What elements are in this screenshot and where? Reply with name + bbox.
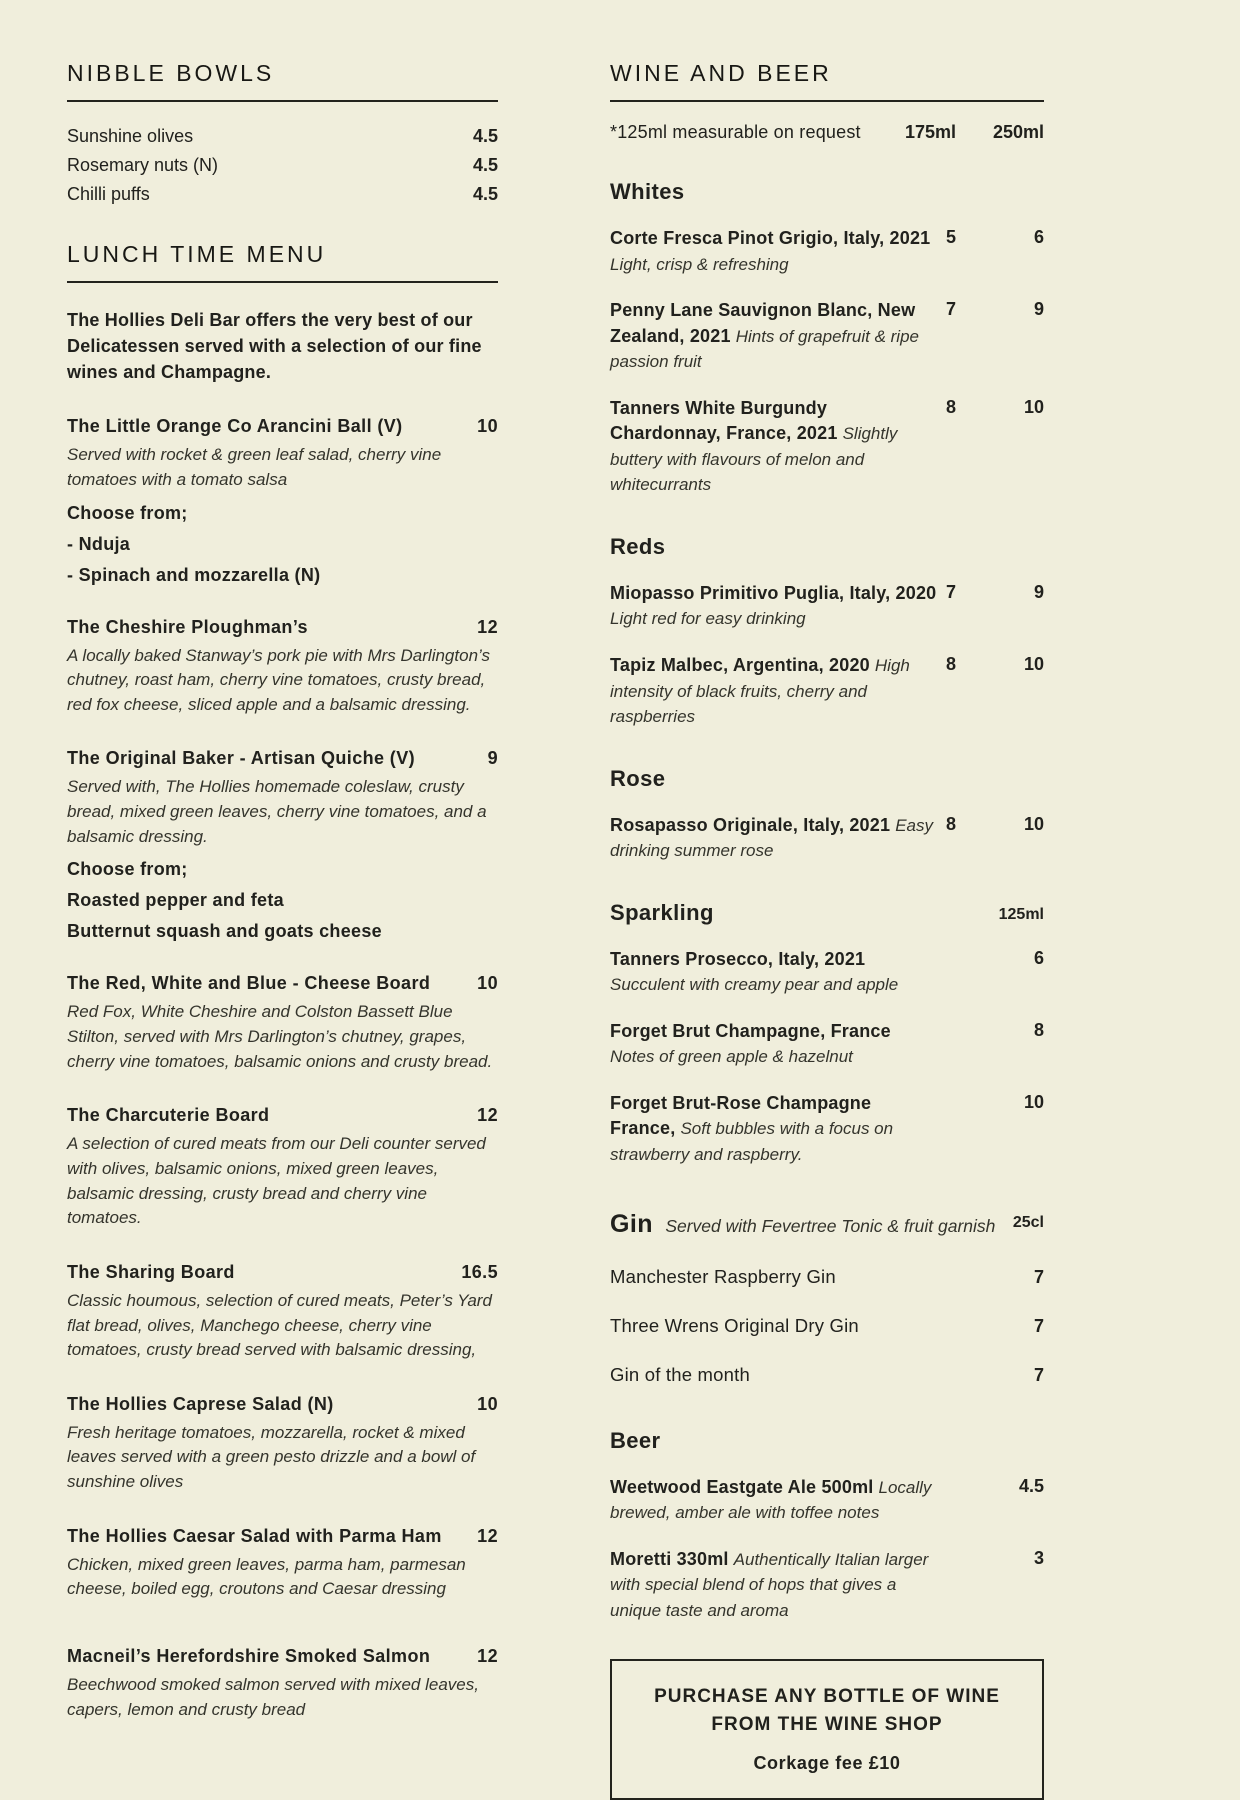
item-name: The Hollies Caesar Salad with Parma Ham (67, 1525, 442, 1546)
corkage-notice-line2: FROM THE WINE SHOP (711, 1713, 943, 1735)
beer-item (610, 1475, 1044, 1526)
item-name: The Red, White and Blue - Cheese Board (67, 973, 431, 994)
menu-item (67, 973, 498, 1074)
beer-item (610, 1547, 1044, 1624)
column-header-250ml: 250ml (992, 122, 1044, 142)
gin-header-row (610, 1210, 1044, 1239)
wine-name: Tanners Prosecco, Italy, 2021 (610, 948, 866, 969)
item-description: Locally brewed, amber ale with toffee notes (610, 1477, 932, 1523)
item-price: 10 (477, 416, 498, 437)
gin-item (610, 1266, 1044, 1288)
gin-item (610, 1315, 1044, 1337)
corkage-notice-box (610, 1659, 1044, 1800)
item-price: 7 (1033, 1266, 1044, 1287)
item-description: Beechwood smoked salmon served with mixed leaves, capers, lemon and crusty bread (67, 1675, 479, 1719)
measure-note: *125ml measurable on request (610, 122, 861, 142)
price-250ml: 10 (1023, 813, 1044, 834)
wine-item (610, 396, 1044, 498)
wine-item (610, 226, 1044, 277)
menu-item (67, 1526, 498, 1602)
item-price: 12 (477, 1105, 498, 1126)
price-175ml: 8 (945, 396, 956, 417)
item-description: Served with rocket & green leaf salad, cherry vine tomatoes with a tomato salsa (67, 445, 442, 489)
wine-tasting-note: Light red for easy drinking (610, 609, 806, 629)
item-price: 4.5 (472, 155, 498, 175)
list-item (67, 126, 498, 147)
wine-tasting-note: Slightly buttery with flavours of melon and whitecurrants (610, 424, 898, 495)
wine-name: Tapiz Malbec, Argentina, 2020 (610, 655, 870, 676)
item-price: 3 (1033, 1547, 1044, 1568)
left-column (67, 60, 498, 1722)
price-250ml: 9 (1033, 581, 1044, 602)
item-description: Authentically Italian larger with special blend of hops that gives a unique taste and aroma (610, 1549, 929, 1620)
column-header-175ml: 175ml (904, 122, 956, 142)
column-header-125ml: 125ml (998, 905, 1044, 923)
rose-heading: Rose (610, 765, 666, 791)
menu-item (67, 1394, 498, 1495)
item-name: Sunshine olives (67, 126, 194, 146)
item-description: A locally baked Stanway’s pork pie with Mrs Darlington’s chutney, roast ham, cherry vine tomatoes, crusty bread, red fox cheese, sliced apple and a balsamic dressing. (67, 645, 490, 714)
item-price: 10 (477, 1393, 498, 1414)
item-option: Choose from; (67, 859, 188, 880)
item-name: Rosemary nuts (N) (67, 155, 219, 175)
wine-tasting-note: Succulent with creamy pear and apple (610, 975, 899, 995)
corkage-fee: Corkage fee £10 (753, 1753, 901, 1774)
menu-item (67, 1646, 498, 1722)
price-250ml: 9 (1033, 299, 1044, 320)
item-name: Manchester Raspberry Gin (610, 1265, 836, 1287)
item-name: The Hollies Caprese Salad (N) (67, 1393, 334, 1414)
section-divider (67, 100, 498, 102)
sparkling-heading: Sparkling (610, 899, 714, 925)
item-name: Three Wrens Original Dry Gin (610, 1314, 859, 1336)
gin-heading: Gin (610, 1209, 653, 1238)
price-250ml: 6 (1033, 227, 1044, 247)
item-name: Macneil’s Herefordshire Smoked Salmon (67, 1646, 431, 1667)
lunch-menu-title: LUNCH TIME MENU (67, 241, 327, 267)
wine-name: Forget Brut-Rose Champagne France, (610, 1092, 872, 1139)
price-175ml: 8 (945, 813, 956, 834)
item-description: Classic houmous, selection of cured meats, Peter’s Yard flat bread, olives, Manchego cheese, cherry vine tomatoes, crusty bread served with balsamic dressing, (67, 1290, 492, 1360)
nibble-bowls-title: NIBBLE BOWLS (67, 60, 275, 86)
item-price: 12 (477, 1525, 498, 1546)
wine-tasting-note: Hints of grapefruit & ripe passion fruit (610, 326, 919, 372)
whites-heading: Whites (610, 179, 685, 204)
wine-tasting-note: Light, crisp & refreshing (610, 254, 789, 274)
item-price: 4.5 (472, 126, 498, 146)
reds-heading: Reds (610, 533, 666, 559)
item-description: A selection of cured meats from our Deli counter served with olives, balsamic onions, mixed green leaves, balsamic dressing, crusty bread and cherry vine tomatoes. (67, 1134, 486, 1228)
section-divider (610, 100, 1044, 102)
gin-item (610, 1364, 1044, 1386)
measure-header-row (610, 122, 1044, 143)
item-name: Moretti 330ml (610, 1548, 729, 1569)
wine-tasting-note: Notes of green apple & hazelnut (610, 1047, 853, 1067)
item-option: - Nduja (67, 533, 131, 554)
price-125ml: 10 (1023, 1091, 1044, 1112)
menu-item (67, 416, 498, 585)
item-name: Chilli puffs (67, 184, 150, 204)
wine-item (610, 1019, 1044, 1070)
wine-tasting-note: High intensity of black fruits, cherry and raspberries (610, 656, 910, 727)
list-item (67, 184, 498, 205)
item-price: 4.5 (472, 184, 498, 204)
lunch-menu-section (67, 241, 498, 1722)
item-name: The Sharing Board (67, 1261, 235, 1282)
item-name: The Cheshire Ploughman’s (67, 616, 308, 637)
item-price: 7 (1033, 1315, 1044, 1336)
column-header-25cl: 25cl (1012, 1213, 1044, 1231)
item-price: 16.5 (461, 1261, 498, 1282)
price-250ml: 10 (1023, 396, 1044, 417)
item-name: Gin of the month (610, 1363, 750, 1385)
wine-item (610, 581, 1044, 632)
price-250ml: 10 (1023, 654, 1044, 675)
wine-and-beer-title: WINE AND BEER (610, 60, 832, 86)
item-price: 9 (487, 748, 498, 769)
beer-heading: Beer (610, 1427, 661, 1453)
item-price: 10 (477, 973, 498, 994)
price-175ml: 8 (945, 654, 956, 675)
price-125ml: 8 (1033, 1019, 1044, 1040)
gin-serving-note: Served with Fevertree Tonic & fruit garnish (665, 1215, 996, 1236)
price-125ml: 6 (1033, 947, 1044, 968)
wine-item (610, 1091, 1044, 1168)
item-description: Served with, The Hollies homemade coleslaw, crusty bread, mixed green leaves, cherry vine tomatoes, and a balsamic dressing. (67, 777, 487, 846)
wine-name: Tanners White Burgundy Chardonnay, France, 2021 (610, 397, 838, 444)
item-description: Red Fox, White Cheshire and Colston Bassett Blue Stilton, served with Mrs Darlington’s chutney, grapes, cherry vine tomatoes, balsamic onions and crusty bread. (67, 1002, 493, 1071)
menu-item (67, 617, 498, 718)
wine-name: Forget Brut Champagne, France (610, 1020, 891, 1041)
item-price: 12 (477, 1646, 498, 1667)
nibble-list (67, 126, 498, 205)
price-175ml: 5 (945, 227, 956, 247)
item-price: 4.5 (1018, 1475, 1044, 1496)
sparkling-header-row (610, 900, 1044, 926)
item-description: Fresh heritage tomatoes, mozzarella, rocket & mixed leaves served with a green pesto drizzle and a bowl of sunshine olives (67, 1422, 476, 1492)
menu-item (67, 1262, 498, 1363)
item-price: 7 (1033, 1364, 1044, 1385)
price-175ml: 7 (945, 299, 956, 320)
item-name: Weetwood Eastgate Ale 500ml (610, 1476, 874, 1497)
wine-name: Miopasso Primitivo Puglia, Italy, 2020 (610, 582, 937, 603)
item-name: The Original Baker - Artisan Quiche (V) (67, 748, 416, 769)
menu-item (67, 748, 498, 942)
wine-item (610, 813, 1044, 864)
wine-name: Rosapasso Originale, Italy, 2021 (610, 814, 891, 835)
wine-tasting-note: Soft bubbles with a focus on strawberry and raspberry. (610, 1119, 894, 1165)
right-column (610, 60, 1044, 1800)
section-divider (67, 281, 498, 283)
wine-item (610, 947, 1044, 998)
item-option: - Spinach and mozzarella (N) (67, 564, 321, 585)
wine-name: Penny Lane Sauvignon Blanc, New Zealand, 2021 (610, 300, 916, 346)
item-option: Roasted pepper and feta (67, 890, 284, 911)
wine-item (610, 298, 1044, 375)
wine-tasting-note: Easy drinking summer rose (610, 815, 934, 861)
nibble-bowls-section (67, 60, 498, 205)
wine-item (610, 653, 1044, 730)
list-item (67, 155, 498, 176)
menu-item (67, 1105, 498, 1231)
item-description: Chicken, mixed green leaves, parma ham, parmesan cheese, boiled egg, croutons and Caesar dressing (67, 1554, 466, 1599)
price-175ml: 7 (945, 581, 956, 602)
item-option: Choose from; (67, 502, 188, 523)
lunch-intro: The Hollies Deli Bar offers the very best of our Delicatessen served with a selection of our fine wines and Champagne. (67, 310, 482, 383)
item-name: The Little Orange Co Arancini Ball (V) (67, 416, 403, 437)
item-option: Butternut squash and goats cheese (67, 921, 382, 942)
item-name: The Charcuterie Board (67, 1105, 270, 1126)
corkage-notice-line1: PURCHASE ANY BOTTLE OF WINE (654, 1686, 1000, 1708)
item-price: 12 (477, 616, 498, 637)
wine-name: Corte Fresca Pinot Grigio, Italy, 2021 (610, 228, 931, 248)
